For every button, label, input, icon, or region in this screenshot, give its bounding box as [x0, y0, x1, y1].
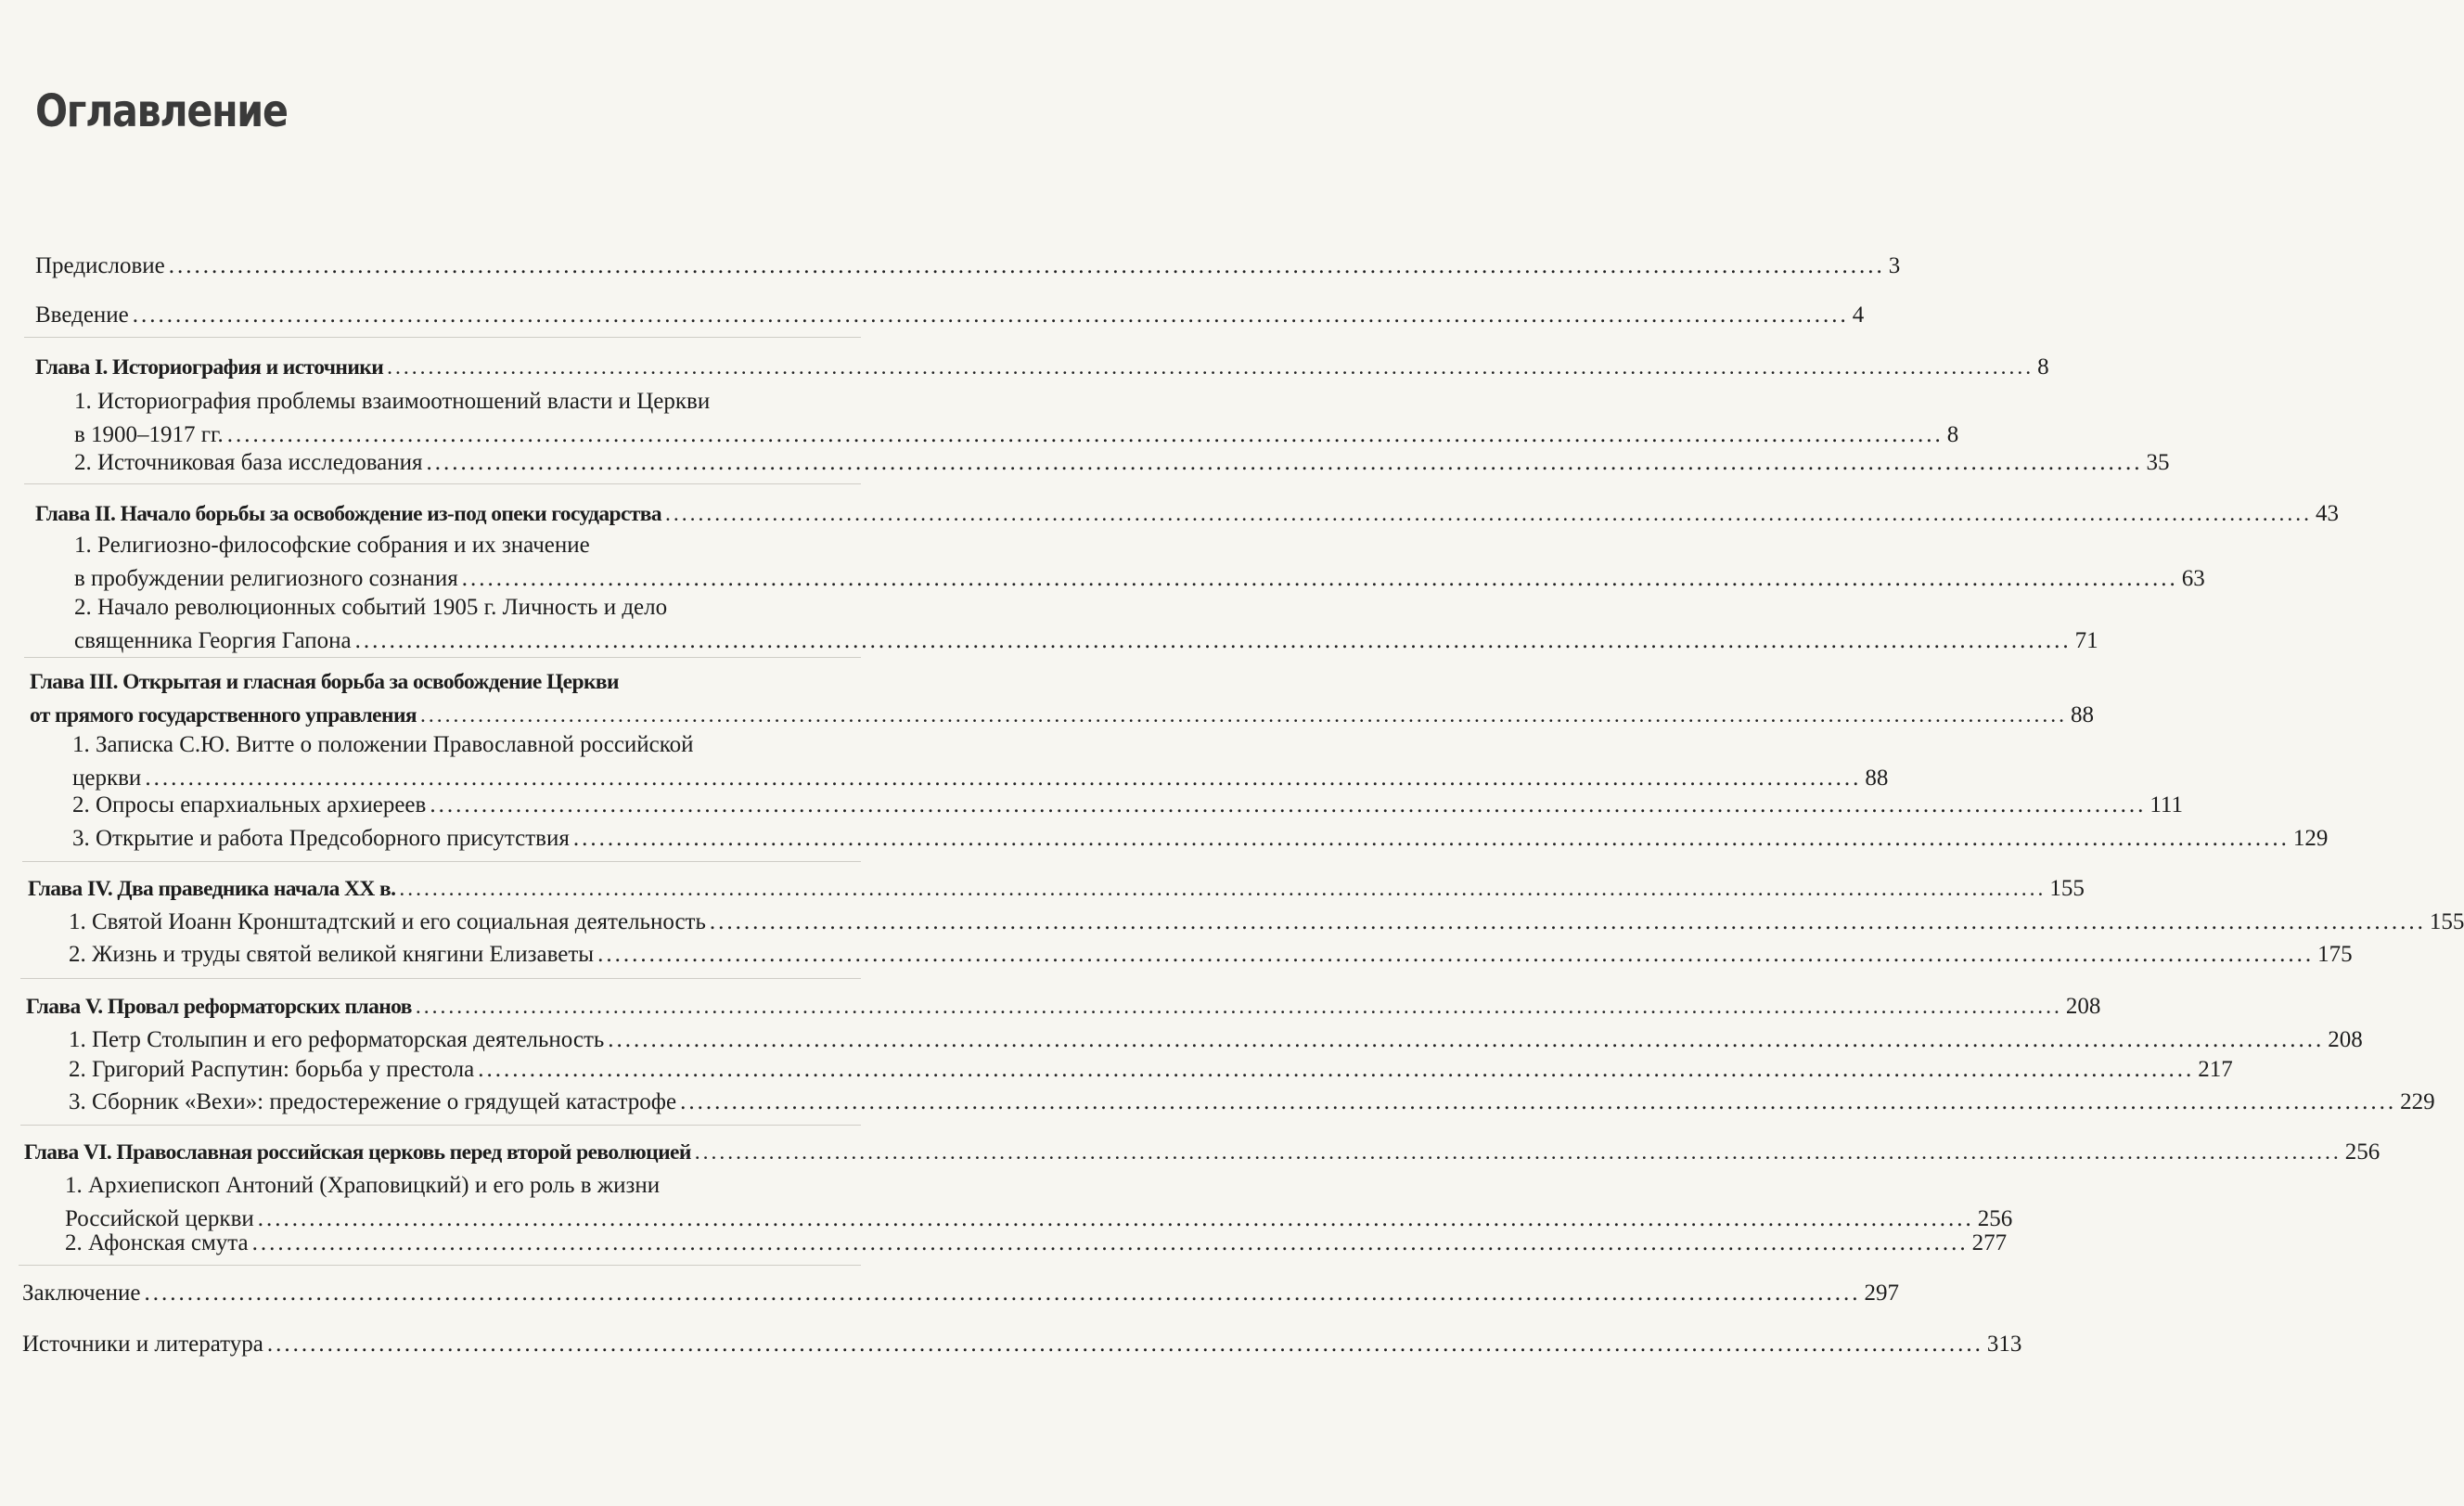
toc-entry-title: Глава I. Историография и источники	[35, 355, 384, 380]
dot-leader: ........................................................................................................................................................................................................	[461, 566, 2178, 591]
dot-leader: ........................................................................................................................................................................................................	[694, 1140, 2342, 1165]
toc-entry-line	[22, 1328, 2022, 1361]
toc-entry-line	[74, 624, 2098, 658]
toc-entry-title: 2. Григорий Распутин: борьба у престола	[69, 1057, 475, 1082]
toc-page-number: 313	[1986, 1332, 2022, 1357]
toc-page-number: 71	[2074, 628, 2098, 653]
toc-entry-line	[69, 1023, 2363, 1057]
toc-entry	[35, 250, 1901, 283]
divider	[24, 657, 861, 658]
toc-entry-title: 3. Сборник «Вехи»: предостережение о грядущей катастрофе	[69, 1089, 677, 1114]
toc-entry-title: Глава VI. Православная российская церковь перед второй революцией	[24, 1140, 691, 1165]
toc-entry-title: Введение	[35, 302, 129, 328]
dot-leader: ........................................................................................................................................................................................................	[399, 877, 2047, 901]
toc-entry-title: Заключение	[22, 1281, 141, 1306]
dot-leader: ........................................................................................................................................................................................................	[426, 450, 2143, 475]
toc-entry-title-line: Глава III. Открытая и гласная борьба за освобождение Церкви	[30, 670, 619, 694]
toc-entry-line	[22, 1277, 1899, 1310]
toc-entry-title-line: 1. Историография проблемы взаимоотношений власти и Церкви	[74, 389, 711, 414]
dot-leader: ........................................................................................................................................................................................................	[430, 792, 2147, 817]
toc-entry	[72, 822, 2329, 856]
toc-entry	[22, 1277, 1899, 1310]
dot-leader: ........................................................................................................................................................................................................	[415, 995, 2062, 1019]
dot-leader: ........................................................................................................................................................................................................	[572, 826, 2290, 851]
toc-entry-title: Глава V. Провал реформаторских планов	[26, 995, 412, 1019]
dot-leader: ........................................................................................................................................................................................................	[608, 1027, 2325, 1052]
toc-entry	[69, 1023, 2363, 1057]
toc-page-number: 175	[2317, 942, 2353, 967]
toc-entry	[35, 497, 2340, 531]
dot-leader: ........................................................................................................................................................................................................	[709, 909, 2426, 934]
toc-entry-title: в пробуждении религиозного сознания	[74, 566, 458, 591]
dot-leader: ........................................................................................................................................................................................................	[354, 628, 2072, 653]
toc-entry	[35, 299, 1865, 332]
toc-page-number: 88	[1865, 766, 1889, 791]
toc-page-number: 256	[1977, 1206, 2013, 1231]
toc-entry-title-line: 1. Религиозно-философские собрания и их значение	[74, 533, 590, 558]
toc-entry	[22, 1328, 2022, 1361]
toc-page-number: 208	[2065, 994, 2101, 1019]
toc-entry-title: 2. Афонская смута	[65, 1230, 249, 1255]
dot-leader: ........................................................................................................................................................................................................	[478, 1057, 2195, 1082]
toc-entry-title: 1. Святой Иоанн Кронштадтский и его социальная деятельность	[69, 909, 706, 934]
toc-entry-line	[35, 299, 1865, 332]
toc-entry	[69, 1086, 2435, 1119]
dot-leader: ........................................................................................................................................................................................................	[168, 253, 1885, 278]
toc-entry-title: Российской церкви	[65, 1206, 254, 1231]
toc-page-number: 63	[2181, 566, 2205, 591]
toc-entry-title: Глава II. Начало борьбы за освобождение из-под опеки государства	[35, 502, 662, 526]
dot-leader: ........................................................................................................................................................................................................	[597, 942, 2315, 967]
toc-entry-line	[28, 872, 2085, 906]
dot-leader: ........................................................................................................................................................................................................	[226, 422, 1944, 447]
divider	[22, 861, 861, 862]
toc-page-number: 8	[2037, 354, 2049, 380]
toc-page-number: 297	[1864, 1281, 1899, 1306]
toc-page-number: 8	[1946, 422, 1959, 447]
toc-page-number: 35	[2146, 450, 2170, 475]
toc-entry	[30, 665, 2095, 732]
toc-page-number: 129	[2292, 826, 2329, 851]
dot-leader: ........................................................................................................................................................................................................	[680, 1089, 2397, 1114]
page-title: Оглавление	[35, 85, 288, 137]
dot-leader: ........................................................................................................................................................................................................	[266, 1332, 1983, 1357]
toc-entry	[69, 1053, 2233, 1087]
toc-entry	[65, 1227, 2008, 1260]
toc-entry-title-line: 1. Архиепископ Антоний (Храповицкий) и его роль в жизни	[65, 1173, 661, 1198]
divider	[20, 978, 861, 979]
toc-page-number: 229	[2400, 1089, 2435, 1114]
toc-entry	[69, 906, 2464, 939]
toc-entry-title: 2. Жизнь и труды святой великой княгини Елизаветы	[69, 942, 595, 967]
toc-page-number: 155	[2429, 909, 2464, 934]
toc-page-number: 4	[1852, 302, 1865, 328]
toc-entry-title: священника Георгия Гапона	[74, 628, 352, 653]
toc-page-number: 111	[2150, 792, 2183, 817]
toc-entry-title: 1. Петр Столыпин и его реформаторская деятельность	[69, 1027, 605, 1052]
toc-entry	[74, 529, 2205, 596]
toc-entry-line	[69, 1053, 2233, 1087]
toc-entry	[35, 351, 2049, 384]
toc-entry-title: Глава IV. Два праведника начала XX в.	[28, 877, 396, 901]
toc-page-number: 155	[2049, 876, 2085, 901]
divider	[24, 483, 861, 484]
toc-entry-title: Источники и литература	[22, 1332, 263, 1357]
toc-entry-line	[35, 250, 1901, 283]
dot-leader: ........................................................................................................................................................................................................	[132, 302, 1849, 328]
toc-entry-line	[69, 1086, 2435, 1119]
toc-entry	[74, 591, 2098, 658]
toc-entry-line	[72, 789, 2183, 822]
toc-entry	[72, 728, 1889, 795]
toc-entry-line	[65, 1227, 2008, 1260]
toc-entry-line	[30, 699, 2095, 732]
toc-entry-title: 2. Источниковая база исследования	[74, 450, 423, 475]
toc-entry-title: 2. Опросы епархиальных архиереев	[72, 792, 427, 817]
toc-entry	[69, 938, 2353, 972]
toc-page-number: 43	[2316, 501, 2340, 526]
toc-entry-title: 3. Открытие и работа Предсоборного присутствия	[72, 826, 570, 851]
toc-entry-title: Предисловие	[35, 253, 165, 278]
toc-entry-title-line: 2. Начало революционных событий 1905 г. Личность и дело	[74, 595, 668, 620]
toc-entry	[74, 446, 2170, 480]
toc-page-number: 277	[1971, 1230, 2008, 1255]
divider	[24, 337, 861, 338]
dot-leader: ........................................................................................................................................................................................................	[665, 502, 2313, 526]
toc-page-number: 256	[2344, 1139, 2381, 1165]
toc-page-number: 208	[2328, 1027, 2363, 1052]
toc-entry-line	[74, 446, 2170, 480]
toc-entry	[28, 872, 2085, 906]
toc-entry-title-line: 1. Записка С.Ю. Витте о положении Православной российской	[72, 732, 694, 757]
toc-entry	[72, 789, 2183, 822]
divider	[19, 1265, 861, 1266]
dot-leader: ........................................................................................................................................................................................................	[387, 355, 2034, 380]
toc-entry-line	[35, 497, 2340, 531]
toc-entry	[26, 990, 2101, 1023]
toc-entry-title: церкви	[72, 766, 142, 791]
toc-page-number: 3	[1888, 253, 1901, 278]
toc-entry-line	[35, 351, 2049, 384]
dot-leader: ........................................................................................................................................................................................................	[144, 1281, 1861, 1306]
toc-entry-line	[26, 990, 2101, 1023]
toc-entry-line	[69, 906, 2464, 939]
dot-leader: ........................................................................................................................................................................................................	[251, 1230, 1969, 1255]
toc-entry-line	[69, 938, 2353, 972]
toc-entry	[24, 1136, 2381, 1169]
toc-entry-line	[24, 1136, 2381, 1169]
toc-entry	[74, 385, 1959, 452]
dot-leader: ........................................................................................................................................................................................................	[420, 703, 2068, 727]
toc-page-number: 217	[2198, 1057, 2233, 1082]
dot-leader: ........................................................................................................................................................................................................	[145, 766, 1862, 791]
divider	[20, 1125, 861, 1126]
dot-leader: ........................................................................................................................................................................................................	[257, 1206, 1974, 1231]
toc-entry-title: от прямого государственного управления	[30, 703, 417, 727]
toc-entry-line	[72, 822, 2329, 856]
toc-page-number: 88	[2071, 702, 2095, 727]
toc-entry-title: в 1900–1917 гг.	[74, 422, 224, 447]
